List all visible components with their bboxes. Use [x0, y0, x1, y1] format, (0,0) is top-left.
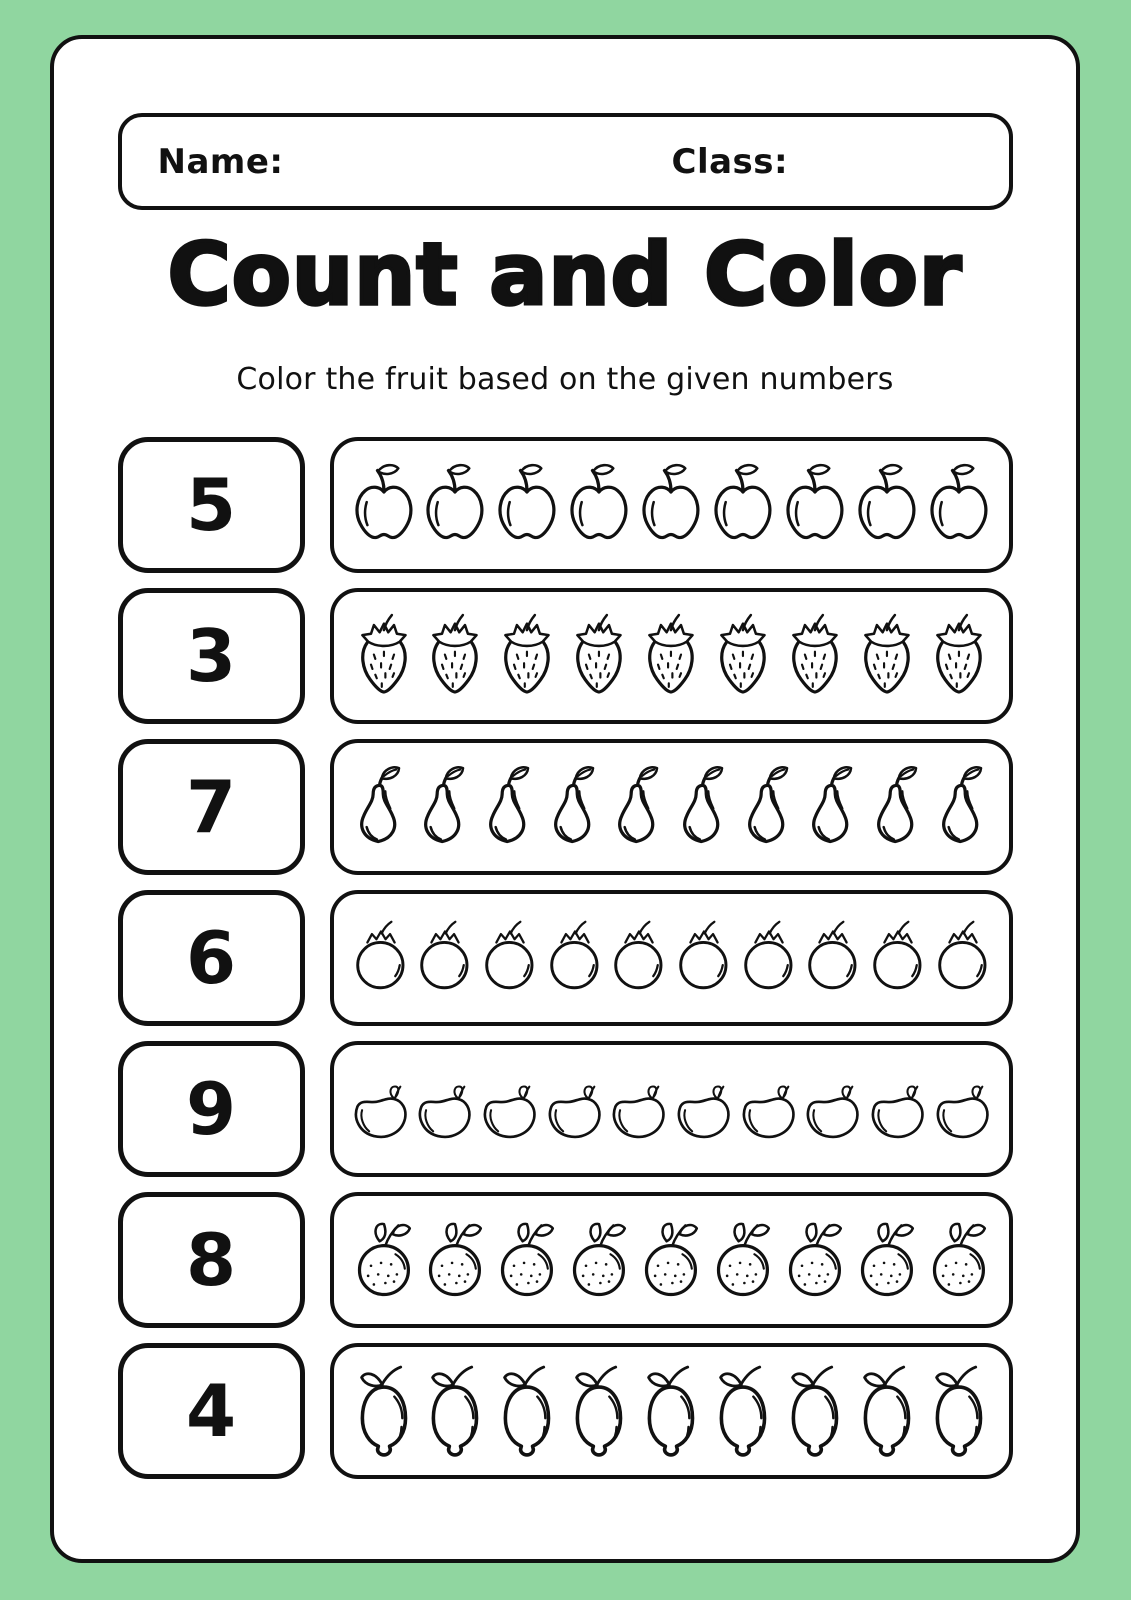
pear-icon: [865, 752, 930, 862]
mango-icon: [865, 1054, 930, 1164]
fruit-box: [330, 1041, 1013, 1177]
count-number: 7: [185, 765, 237, 849]
strawberry-icon: [348, 601, 420, 711]
mangosteen-icon: [930, 903, 995, 1013]
mango-icon: [800, 1054, 865, 1164]
mango-icon: [736, 1054, 801, 1164]
apple-icon: [923, 450, 995, 560]
mangosteen-icon: [671, 903, 736, 1013]
apple-icon: [348, 450, 420, 560]
pear-icon: [412, 752, 477, 862]
fruit-box: [330, 1192, 1013, 1328]
apple-icon: [419, 450, 491, 560]
pear-icon: [671, 752, 736, 862]
orange-icon: [491, 1205, 563, 1315]
worksheet-row: [118, 890, 1013, 1026]
lemon-icon: [563, 1356, 635, 1466]
apple-icon: [635, 450, 707, 560]
worksheet-row: [118, 1041, 1013, 1177]
apple-icon: [851, 450, 923, 560]
worksheet-row: [118, 1343, 1013, 1479]
strawberry-icon: [635, 601, 707, 711]
worksheet-page: [50, 35, 1080, 1563]
count-number-box: [118, 1041, 305, 1177]
lemon-icon: [779, 1356, 851, 1466]
lemon-icon: [348, 1356, 420, 1466]
orange-icon: [635, 1205, 707, 1315]
mangosteen-icon: [736, 903, 801, 1013]
count-number: 9: [185, 1067, 237, 1151]
count-number: 3: [185, 614, 237, 698]
count-number: 5: [185, 463, 237, 547]
orange-icon: [851, 1205, 923, 1315]
rows: [118, 437, 1013, 1479]
mango-icon: [477, 1054, 542, 1164]
mango-icon: [606, 1054, 671, 1164]
count-number-box: [118, 739, 305, 875]
fruit-box: [330, 1343, 1013, 1479]
apple-icon: [707, 450, 779, 560]
count-number: 6: [185, 916, 237, 1000]
pear-icon: [736, 752, 801, 862]
strawberry-icon: [419, 601, 491, 711]
page-title: Count and Color: [167, 225, 963, 325]
fruit-box: [330, 437, 1013, 573]
lemon-icon: [419, 1356, 491, 1466]
mango-icon: [542, 1054, 607, 1164]
mangosteen-icon: [412, 903, 477, 1013]
worksheet-row: [118, 588, 1013, 724]
mangosteen-icon: [800, 903, 865, 1013]
lemon-icon: [491, 1356, 563, 1466]
strawberry-icon: [563, 601, 635, 711]
orange-icon: [563, 1205, 635, 1315]
strawberry-icon: [779, 601, 851, 711]
lemon-icon: [707, 1356, 779, 1466]
mango-icon: [348, 1054, 413, 1164]
count-number-box: [118, 890, 305, 1026]
strawberry-icon: [491, 601, 563, 711]
name-label: Name:: [157, 141, 284, 182]
count-number: 8: [185, 1218, 237, 1302]
count-number-box: [118, 437, 305, 573]
page-subtitle: Color the fruit based on the given numbers: [236, 362, 894, 397]
count-number-box: [118, 1343, 305, 1479]
strawberry-icon: [923, 601, 995, 711]
count-number: 4: [185, 1369, 237, 1453]
count-number-box: [118, 1192, 305, 1328]
mangosteen-icon: [542, 903, 607, 1013]
orange-icon: [923, 1205, 995, 1315]
strawberry-icon: [851, 601, 923, 711]
fruit-box: [330, 588, 1013, 724]
orange-icon: [419, 1205, 491, 1315]
fruit-box: [330, 739, 1013, 875]
lemon-icon: [851, 1356, 923, 1466]
orange-icon: [707, 1205, 779, 1315]
apple-icon: [491, 450, 563, 560]
mangosteen-icon: [865, 903, 930, 1013]
count-number-box: [118, 588, 305, 724]
strawberry-icon: [707, 601, 779, 711]
worksheet-row: [118, 739, 1013, 875]
mango-icon: [671, 1054, 736, 1164]
mangosteen-icon: [348, 903, 413, 1013]
apple-icon: [779, 450, 851, 560]
worksheet-row: [118, 1192, 1013, 1328]
mangosteen-icon: [477, 903, 542, 1013]
pear-icon: [477, 752, 542, 862]
worksheet-row: [118, 437, 1013, 573]
orange-icon: [348, 1205, 420, 1315]
pear-icon: [930, 752, 995, 862]
mango-icon: [930, 1054, 995, 1164]
lemon-icon: [635, 1356, 707, 1466]
orange-icon: [779, 1205, 851, 1315]
fruit-box: [330, 890, 1013, 1026]
mangosteen-icon: [606, 903, 671, 1013]
name-class-box: [118, 113, 1013, 210]
mango-icon: [412, 1054, 477, 1164]
pear-icon: [542, 752, 607, 862]
pear-icon: [800, 752, 865, 862]
apple-icon: [563, 450, 635, 560]
pear-icon: [348, 752, 413, 862]
pear-icon: [606, 752, 671, 862]
worksheet-content: [118, 113, 1013, 1479]
lemon-icon: [923, 1356, 995, 1466]
class-label: Class:: [671, 141, 789, 182]
